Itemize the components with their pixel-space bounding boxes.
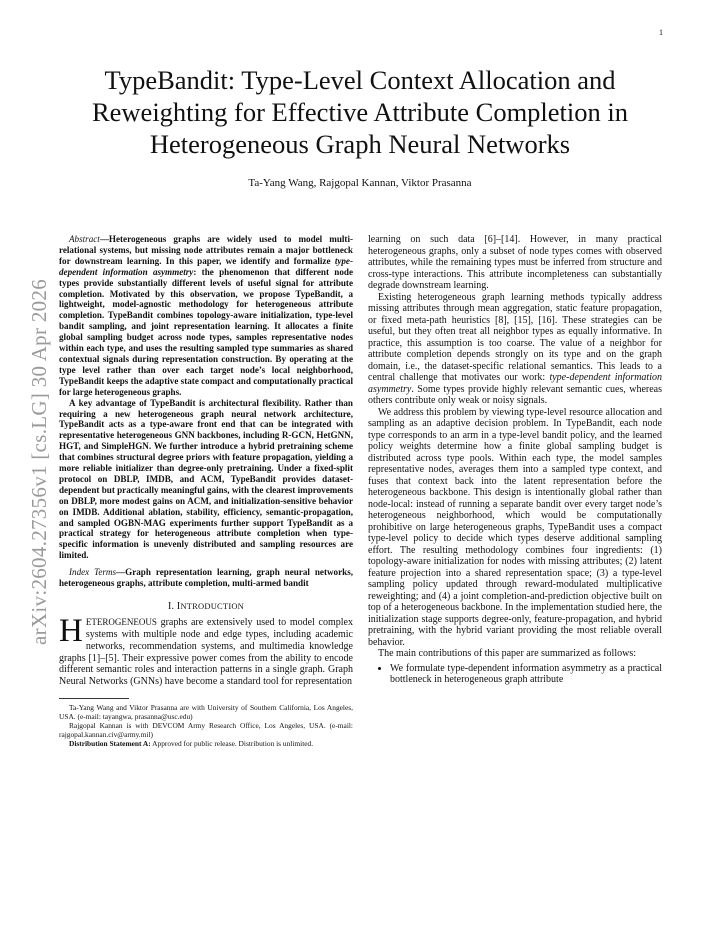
paragraph-text: Existing heterogeneous graph learning methods typically address missing attributes through mean aggregation, static feature propagation, or fixed meta-path heuristics [8], [15], [16]. These strategies can be useful, but they often treat all neighbor types as equally informative. In practice, this assumption is too coarse. The value of a neighbor for attribute completion depends strongly on its type and on the graph domain, i.e., the dataset-specific relational semantics. This leads to a central challenge that motivates our work:	[368, 291, 662, 383]
right-paragraph-3: We address this problem by viewing type-level resource allocation and sampling as an adaptive decision problem. In TypeBandit, each node type corresponds to an arm in a type-level bandit policy, and the learned policy weights determine how a finite global sampling budget is distributed across type pools. Within each type, the model samples representative nodes, averages them into a sampled type context, and fuses that context back into the latent representation before the heterogeneous backbone. This design is intentionally global rather than node-local: instead of running a separate bandit over every target node’s heterogeneous neighborhood, which would be computationally prohibitive on large heterogeneous graphs, TypeBandit uses a compact type-level policy to decide which types deserve additional sampling effort. The resulting methodology combines four ingredients: (1) topology-aware initialization for nodes with missing attributes; (2) latent feature projection into a shared representation space; (3) a type-level sampling policy updated through reward-modulated multiplicative reweighting; and (4) a joint completion-and-prediction objective built on top of a heterogeneous backbone. In the implementation studied here, the initialization stage supports degree-only, feature-propagation, and hybrid pretraining, with the hybrid variant providing the most reliable overall behavior.	[368, 406, 662, 648]
index-terms-label: Index Terms	[69, 567, 117, 578]
intro-text: graphs are extensively used to model complex systems with multiple node and edge types, including academic networks, recommendation systems, and multimedia knowledge graphs [1]–[5]. Their expressive power comes from the ability to encode different semantic roles and interaction patterns in a single graph. Graph Neural Networks (GNNs) have become a standard tool for representation	[59, 617, 353, 688]
abstract-paragraph-2: A key advantage of TypeBandit is architectural flexibility. Rather than requiring a new heterogeneous graph neural network architecture, TypeBandit acts as a type-aware front end that can be integrated with representative heterogeneous GNN backbones, including R-GCN, HetGNN, HGT, and SimpleHGN. We further introduce a hybrid pretraining scheme that combines structural degree priors with feature propagation, yielding a more reliable initializer than degree-only pretraining. Under a fixed-split protocol on DBLP, IMDB, and ACM, TypeBandit provides dataset-dependent but practically meaningful gains, with the clearest improvements on DBLP, more modest gains on ACM, and initialization-sensitive behavior on IMDB. Additional ablation, stability, efficiency, semantic-propagation, and sampled OGBN-MAG experiments further support TypeBandit as a practical strategy for heterogeneous attribute completion when type-specific information is unevenly distributed and sampling resources are limited.	[59, 397, 353, 561]
contribution-item: • We formulate type-dependent information asymmetry as a practical bottleneck in heterogeneous graph attribute	[390, 663, 662, 686]
left-column	[59, 234, 353, 748]
section-title-rest: NTRODUCTION	[180, 601, 245, 611]
right-paragraph-4: The main contributions of this paper are summarized as follows:	[378, 648, 636, 659]
section-heading-introduction	[59, 601, 353, 612]
author-list: Ta-Yang Wang, Rajgopal Kannan, Viktor Prasanna	[248, 177, 472, 189]
section-number: I.	[167, 601, 177, 612]
right-paragraph-2	[368, 292, 662, 407]
footnote-divider	[59, 698, 129, 699]
paragraph-emphasis: type-dependent information asymmetry	[368, 372, 662, 395]
distribution-label: Distribution Statement A:	[69, 738, 151, 748]
intro-paragraph-1	[59, 613, 353, 688]
index-terms	[59, 567, 353, 589]
page-number: 1	[659, 28, 663, 37]
arxiv-id: arXiv:2604.27356v1 [cs.LG] 30 Apr 2026	[27, 278, 51, 645]
drop-cap: H	[59, 613, 83, 650]
right-column	[368, 234, 662, 686]
paragraph-text: . Some types provide highly relevant semantic cues, whereas others contribute only weak or noisy signals.	[368, 383, 662, 406]
index-terms-text: —Graph representation learning, graph neural networks, heterogeneous graphs, attribute completion, multi-armed bandit	[59, 567, 354, 589]
abstract-text: : the phenomenon that different node types provide substantially different levels of useful signal for attribute completion. Motivated by this observation, we propose TypeBandit, a lightweight, model-agnostic methodology for heterogeneous attribute completion. TypeBandit combines topology-aware initialization, type-level bandit sampling, and joint representation learning. It allocates a finite global sampling budget across node types, samples representative nodes within each type, and uses the resulting sampled type summaries as shared contextual signals during representation construction. By operating at the type level rather than over each target node’s local neighborhood, TypeBandit keeps the adaptive state compact and computationally practical for large heterogeneous graphs.	[59, 266, 354, 397]
paper-title: TypeBandit: Type-Level Context Allocation and Reweighting for Effective Attribute Completion in Heterogeneous Graph Neural Networks	[91, 65, 629, 159]
footnote-distribution	[59, 739, 353, 748]
abstract-text: —Heterogeneous graphs are widely used to model multi-relational systems, but missing node attributes remain a major bottleneck for downstream learning. In this paper, we identify and formalize	[59, 234, 353, 266]
footnote-affiliation-2: Rajgopal Kannan is with DEVCOM Army Research Office, Los Angeles, USA. (e-mail: rajgopal.kannan.civ@army.mil)	[59, 720, 353, 739]
right-paragraph-1: learning on such data [6]–[14]. However, in many practical heterogeneous graphs, only a subset of node types comes with observed attributes, while the remaining types must be inferred from structure and cross-type interactions. This attribute incompleteness can substantially degrade downstream learning.	[368, 234, 662, 291]
distribution-text: Approved for public release. Distribution is unlimited.	[150, 738, 314, 748]
abstract-emphasis: type-dependent information asymmetry	[59, 255, 353, 277]
abstract-label: Abstract	[69, 234, 100, 244]
intro-lead-word: ETEROGENEOUS	[85, 617, 157, 628]
section-title-initial: I	[176, 601, 181, 612]
abstract-paragraph-1	[59, 234, 353, 398]
footnote-affiliation-1: Ta-Yang Wang and Viktor Prasanna are with University of Southern California, Los Angeles, USA. (e-mail: tayangwa, prasanna@usc.edu)	[59, 702, 353, 721]
contributions-list	[368, 663, 662, 686]
